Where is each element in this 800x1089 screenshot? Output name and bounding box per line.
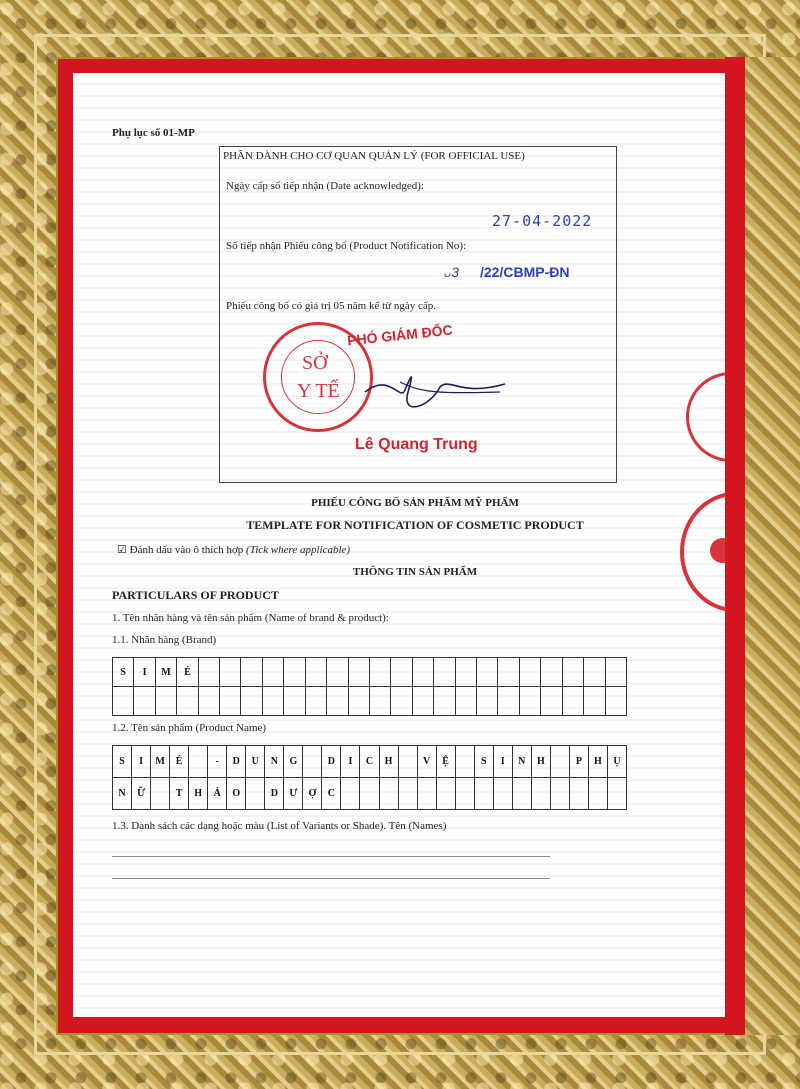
brand-cell <box>434 687 455 716</box>
product-cell: S <box>113 746 132 778</box>
form-title-en: TEMPLATE FOR NOTIFICATION OF COSMETIC PRODUCT <box>246 518 584 532</box>
seal-word-so: SỞ <box>302 352 328 374</box>
frame-right-edge <box>745 57 800 1035</box>
question-1-1: 1.1. Nhãn hàng (Brand) <box>112 634 217 646</box>
brand-cell <box>584 658 605 687</box>
brand-cell <box>113 687 134 716</box>
product-cell: U <box>246 746 265 778</box>
brand-cell <box>434 658 455 687</box>
product-cell <box>456 746 475 778</box>
notification-prefix: ᴗ3 <box>444 264 460 280</box>
product-cell: C <box>360 746 379 778</box>
signature-image <box>360 362 510 412</box>
question-1-2: 1.2. Tên sản phẩm (Product Name) <box>112 722 267 734</box>
product-cell: I <box>341 746 360 778</box>
brand-cell <box>520 687 541 716</box>
product-cell <box>551 746 570 778</box>
brand-grid <box>112 657 627 716</box>
product-cell: V <box>418 746 437 778</box>
brand-cell <box>263 687 284 716</box>
brand-cell <box>349 658 370 687</box>
product-cell: H <box>380 746 399 778</box>
product-cell <box>246 778 265 810</box>
brand-cell <box>456 658 477 687</box>
section-title-en: PARTICULARS OF PRODUCT <box>112 588 279 602</box>
product-cell <box>551 778 570 810</box>
brand-cell <box>477 687 498 716</box>
brand-cell <box>284 687 305 716</box>
brand-cell <box>563 658 584 687</box>
product-name-grid <box>112 745 627 810</box>
product-cell: H <box>189 778 208 810</box>
section-title-vi: THÔNG TIN SẢN PHẨM <box>352 566 478 578</box>
product-cell <box>399 746 418 778</box>
product-cell: G <box>284 746 303 778</box>
brand-cell <box>498 658 519 687</box>
product-cell <box>532 778 551 810</box>
brand-cell <box>606 687 627 716</box>
product-cell: C <box>322 778 341 810</box>
brand-cell <box>199 658 220 687</box>
product-cell <box>303 746 322 778</box>
brand-cell <box>391 658 412 687</box>
brand-cell: É <box>177 658 198 687</box>
brand-cell <box>498 687 519 716</box>
product-cell: Ữ <box>132 778 151 810</box>
brand-cell <box>220 658 241 687</box>
product-cell: M <box>151 746 170 778</box>
product-cell <box>437 778 456 810</box>
brand-cell: M <box>156 658 177 687</box>
product-cell <box>418 778 437 810</box>
product-cell <box>513 778 532 810</box>
product-cell: Ụ <box>608 746 627 778</box>
brand-cell <box>606 658 627 687</box>
official-use-box <box>219 146 617 483</box>
brand-cell <box>391 687 412 716</box>
brand-cell <box>456 687 477 716</box>
brand-cell <box>413 658 434 687</box>
appendix-label: Phụ lục số 01-MP <box>112 127 195 139</box>
official-use-title: PHẦN DÀNH CHO CƠ QUAN QUẢN LÝ (FOR OFFICIAL USE) <box>223 150 525 162</box>
notification-number: /22/CBMP-ĐN <box>480 264 570 280</box>
brand-cell <box>177 687 198 716</box>
question-1-3: 1.3. Danh sách các dạng hoặc màu (List of Variants or Shade). Tên (Names) <box>112 820 447 832</box>
tick-note <box>117 543 350 556</box>
date-label: Ngày cấp số tiếp nhận (Date acknowledged): <box>226 180 424 192</box>
validity-note: Phiếu công bố có giá trị 05 năm kể từ ngày cấp. <box>226 300 437 312</box>
brand-cell: S <box>113 658 134 687</box>
product-cell: I <box>494 746 513 778</box>
signer-name: Lê Quang Trung <box>355 436 478 453</box>
brand-cell <box>327 658 348 687</box>
brand-cell <box>220 687 241 716</box>
brand-cell <box>306 658 327 687</box>
brand-cell <box>563 687 584 716</box>
tick-note-en: (Tick where applicable) <box>246 544 351 556</box>
product-cell: N <box>265 746 284 778</box>
question-1: 1. Tên nhãn hàng và tên sản phẩm (Name of brand & product): <box>112 612 389 624</box>
notification-label: Số tiếp nhận Phiếu công bố (Product Notification No): <box>226 240 467 252</box>
brand-cell <box>370 687 391 716</box>
brand-cell <box>241 687 262 716</box>
answer-line-2 <box>112 878 550 879</box>
product-cell <box>608 778 627 810</box>
product-cell <box>456 778 475 810</box>
answer-line-1 <box>112 856 550 857</box>
product-cell: Ư <box>284 778 303 810</box>
brand-cell <box>541 658 562 687</box>
brand-cell <box>541 687 562 716</box>
brand-cell <box>199 687 220 716</box>
brand-cell <box>241 658 262 687</box>
brand-cell <box>156 687 177 716</box>
red-mat-right-edge <box>725 57 745 1035</box>
brand-cell <box>413 687 434 716</box>
product-cell <box>341 778 360 810</box>
product-cell <box>380 778 399 810</box>
brand-cell <box>370 658 391 687</box>
product-cell: D <box>265 778 284 810</box>
product-cell: - <box>208 746 227 778</box>
brand-cell <box>306 687 327 716</box>
product-cell: Ả <box>208 778 227 810</box>
brand-cell <box>284 658 305 687</box>
product-cell <box>189 746 208 778</box>
product-cell: H <box>589 746 608 778</box>
signer-title: PHÓ GIÁM ĐỐC <box>346 321 454 349</box>
product-cell <box>360 778 379 810</box>
product-cell: T <box>170 778 189 810</box>
product-cell: P <box>570 746 589 778</box>
brand-cell <box>584 687 605 716</box>
product-cell: N <box>513 746 532 778</box>
brand-cell <box>349 687 370 716</box>
brand-cell <box>134 687 155 716</box>
product-cell <box>475 778 494 810</box>
form-title-vi: PHIẾU CÔNG BỐ SẢN PHẨM MỸ PHẨM <box>311 497 519 509</box>
brand-cell <box>477 658 498 687</box>
product-cell: D <box>227 746 246 778</box>
tick-note-vi: Đánh dấu vào ô thích hợp <box>129 544 244 556</box>
brand-cell: I <box>134 658 155 687</box>
product-cell <box>151 778 170 810</box>
product-cell <box>399 778 418 810</box>
product-cell: É <box>170 746 189 778</box>
product-cell: O <box>227 778 246 810</box>
date-stamp: 27-04-2022 <box>492 212 593 230</box>
product-cell: N <box>113 778 132 810</box>
product-cell <box>494 778 513 810</box>
brand-cell <box>520 658 541 687</box>
brand-cell <box>327 687 348 716</box>
product-cell: S <box>475 746 494 778</box>
product-cell: I <box>132 746 151 778</box>
product-cell: Ệ <box>437 746 456 778</box>
seal-word-yte: Y TẾ <box>297 380 340 402</box>
brand-cell <box>263 658 284 687</box>
product-cell <box>570 778 589 810</box>
product-cell: Ợ <box>303 778 322 810</box>
product-cell: H <box>532 746 551 778</box>
checkbox-icon: ☑ <box>117 544 127 556</box>
product-cell <box>589 778 608 810</box>
product-cell: D <box>322 746 341 778</box>
